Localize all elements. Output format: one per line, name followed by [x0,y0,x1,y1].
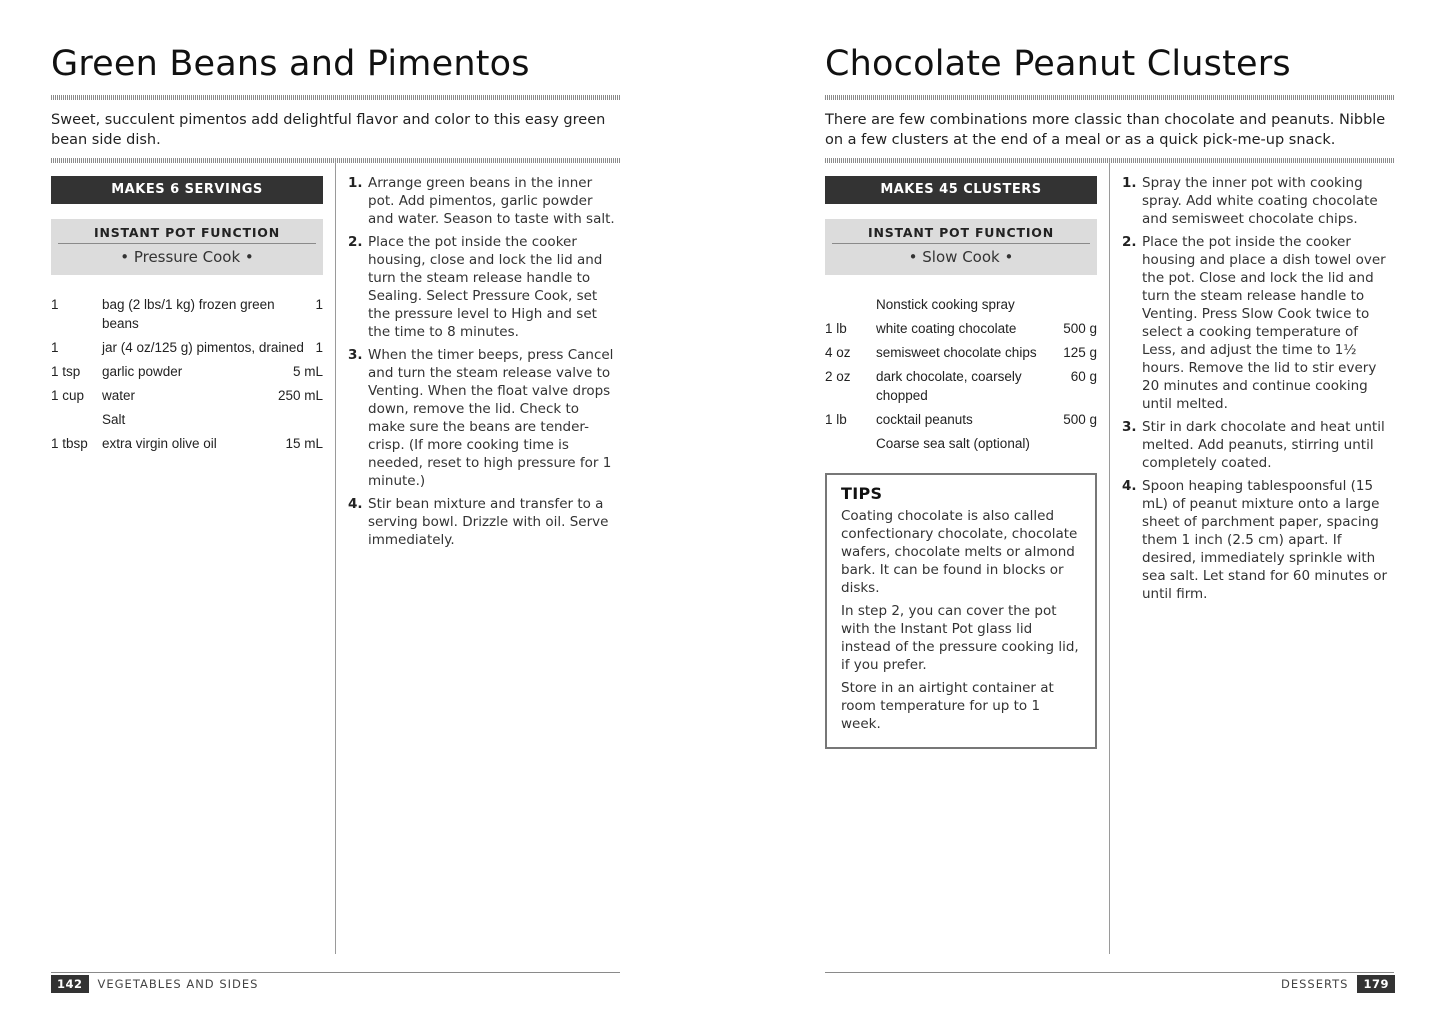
step-number: 4. [1122,478,1137,494]
ingredient-name: bag (2 lbs/1 kg) frozen green beans [102,297,275,331]
step-text: Spoon heaping tablespoonsful (15 mL) of peanut mixture onto a large sheet of parchment paper, spacing them 1 inch (2.5 cm) apart. If desired, immediately sprinkle with sea salt. Let stand for 60 minutes or until firm. [1142,478,1388,602]
step-item [1122,233,1394,413]
ingredient-metric: 15 mL [285,436,323,451]
section-name: VEGETABLES AND SIDES [97,977,259,991]
ingredient-metric: 250 mL [277,388,323,403]
footer-divider [825,972,1394,973]
ingredient-name: Coarse sea salt (optional) [876,436,1030,451]
recipe-title: Green Beans and Pimentos [51,44,530,84]
ingredient-qty: 1 [51,297,59,312]
ingredient-row [825,343,1097,362]
ingredient-name: jar (4 oz/125 g) pimentos, drained [102,340,304,355]
step-number: 1. [348,175,363,191]
dotted-divider [825,95,1394,100]
ingredient-row [51,434,323,453]
dotted-divider [51,95,620,100]
method-steps [1122,174,1394,608]
ingredient-row [825,434,1097,453]
step-item [348,233,620,341]
step-item [348,174,620,228]
function-value: • Slow Cook • [908,248,1014,266]
ingredient-qty [825,295,876,314]
step-number: 2. [1122,234,1137,250]
tips-box [825,473,1097,749]
yield-banner: MAKES 6 SERVINGS [51,176,323,204]
yield-banner: MAKES 45 CLUSTERS [825,176,1097,204]
tip-paragraph: Store in an airtight container at room temperature for up to 1 week. [841,680,1054,732]
ingredient-metric: 500 g [1063,412,1097,427]
step-item [348,495,620,549]
function-label: INSTANT POT FUNCTION [868,225,1054,240]
ingredient-qty: 1 tbsp [51,436,88,451]
step-text: Arrange green beans in the inner pot. Add pimentos, garlic powder and water. Season to taste with salt. [368,175,615,227]
step-item [348,346,620,490]
right-page [825,0,1395,1032]
ingredient-name: dark chocolate, coarsely chopped [876,369,1022,403]
method-steps [348,174,620,554]
ingredient-row [825,367,1097,405]
recipe-intro: Sweet, succulent pimentos add delightful flavor and color to this easy green bean side dish. [51,112,606,148]
ingredient-qty: 1 lb [825,321,847,336]
page-footer [1281,975,1395,993]
ingredient-row [51,338,323,357]
step-text: Stir in dark chocolate and heat until melted. Add peanuts, stirring until completely coated. [1142,419,1385,471]
divider [832,243,1090,244]
recipe-intro: There are few combinations more classic than chocolate and peanuts. Nibble on a few clusters at the end of a meal or as a quick pick-me-up snack. [825,112,1386,148]
ingredient-metric: 60 g [1070,369,1097,384]
ingredient-metric: 5 mL [292,364,323,379]
recipe-sidebar [825,176,1097,749]
ingredient-metric: 1 [315,297,323,312]
ingredient-row [825,319,1097,338]
ingredient-row [825,410,1097,429]
ingredient-metric: 125 g [1063,345,1097,360]
step-text: Stir bean mixture and transfer to a serving bowl. Drizzle with oil. Serve immediately. [368,496,609,548]
function-value: • Pressure Cook • [120,248,254,266]
step-number: 3. [348,347,363,363]
step-text: Place the pot inside the cooker housing, close and lock the lid and turn the steam release handle to Sealing. Select Pressure Cook, set the pressure level to High and set the time to 8 minutes. [368,234,603,340]
page-number: 142 [51,975,89,993]
left-page [51,0,621,1032]
ingredient-list [825,295,1097,453]
recipe-sidebar [51,176,323,458]
step-number: 1. [1122,175,1137,191]
step-number: 3. [1122,419,1137,435]
step-text: Place the pot inside the cooker housing and place a dish towel over the pot. Close and lock the lid and turn the steam release handle to Venting. Press Slow Cook twice to select a cooking temperature of Less, and adjust the time to 1½ hours. Remove the lid to stir every 20 minutes and continue cooking until melted. [1142,234,1386,412]
recipe-title: Chocolate Peanut Clusters [825,44,1291,84]
ingredient-name: Salt [102,412,126,427]
step-item [1122,418,1394,472]
function-label: INSTANT POT FUNCTION [94,225,280,240]
footer-divider [51,972,620,973]
divider [58,243,316,244]
column-divider [335,162,336,954]
tips-title: TIPS [841,484,883,503]
step-item [1122,174,1394,228]
ingredient-name: Nonstick cooking spray [876,297,1015,312]
instant-pot-function-box [51,219,323,275]
page-number: 179 [1357,975,1395,993]
ingredient-row [51,410,323,429]
step-number: 2. [348,234,363,250]
ingredient-qty [51,410,102,429]
ingredient-row [825,295,1097,314]
ingredient-qty: 1 [51,340,59,355]
ingredient-qty: 4 oz [825,345,851,360]
ingredient-qty: 2 oz [825,369,851,384]
ingredient-metric: 500 g [1063,321,1097,336]
tip-paragraph: Coating chocolate is also called confectionary chocolate, chocolate wafers, chocolate melts or almond bark. It can be found in blocks or disks. [841,508,1078,596]
ingredient-qty: 1 cup [51,388,85,403]
ingredient-name: water [102,388,136,403]
ingredient-qty: 1 lb [825,412,847,427]
column-divider [1109,162,1110,954]
ingredient-qty [825,434,876,453]
ingredient-metric: 1 [315,340,323,355]
ingredient-list [51,295,323,453]
section-name: DESSERTS [1281,977,1349,991]
tip-paragraph: In step 2, you can cover the pot with the Instant Pot glass lid instead of the pressure cooking lid, if you prefer. [841,603,1079,673]
ingredient-qty: 1 tsp [51,364,81,379]
ingredient-name: garlic powder [102,364,183,379]
ingredient-name: extra virgin olive oil [102,436,217,451]
step-item [1122,477,1394,603]
step-text: Spray the inner pot with cooking spray. Add white coating chocolate and semisweet chocolate chips. [1142,175,1378,227]
instant-pot-function-box [825,219,1097,275]
page-footer [51,975,258,993]
ingredient-row [51,295,323,333]
ingredient-row [51,386,323,405]
ingredient-name: cocktail peanuts [876,412,973,427]
ingredient-row [51,362,323,381]
step-number: 4. [348,496,363,512]
ingredient-name: white coating chocolate [876,321,1017,336]
ingredient-name: semisweet chocolate chips [876,345,1037,360]
step-text: When the timer beeps, press Cancel and turn the steam release valve to Venting. When the float valve drops down, remove the lid. Check to make sure the beans are tender-crisp. (If more cooking time is needed, reset to high pressure for 1 minute.) [368,347,614,489]
